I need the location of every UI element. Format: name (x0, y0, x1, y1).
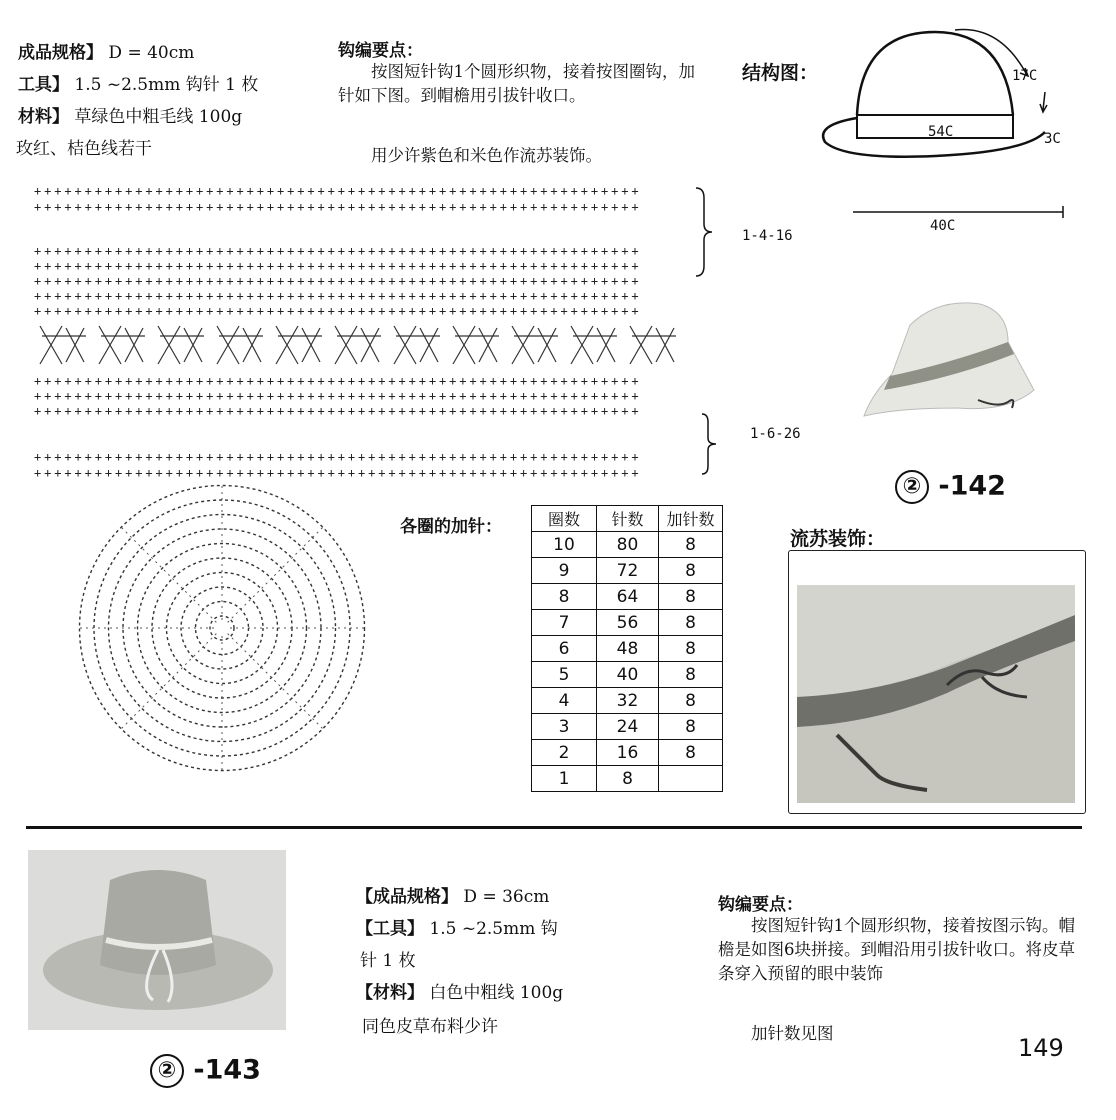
notes-body-2: 用少许紫色和米色作流苏装饰。 (371, 146, 602, 165)
table-row (532, 558, 723, 584)
stitches-cell: 8 (597, 766, 659, 792)
lower-brace (700, 412, 720, 476)
increase-cell: 8 (659, 584, 723, 610)
size-label: 成品规格】 (18, 43, 103, 63)
table-row (532, 532, 723, 558)
chart-round (94, 500, 350, 756)
increase-cell: 8 (659, 740, 723, 766)
bottom-material-label: 【材料】 (356, 983, 424, 1003)
round-cell: 1 (532, 766, 597, 792)
material-value: 草绿色中粗毛线 100g (74, 107, 243, 127)
stitches-cell: 56 (597, 610, 659, 636)
table-row (532, 766, 723, 792)
stitch-row: ++++++++++++++++++++++++++++++++++++++++++++++++++++++++++++ (34, 452, 642, 462)
stitches-cell: 16 (597, 740, 659, 766)
table-row (532, 636, 723, 662)
circled-two-icon: ② (895, 470, 929, 504)
hat-photo-142-drawing (858, 290, 1038, 430)
stitch-row: ++++++++++++++++++++++++++++++++++++++++++++++++++++++++++++ (34, 186, 642, 196)
header-rounds: 圈数 (532, 506, 597, 532)
increase-cell: 8 (659, 610, 723, 636)
chart-increase-line (119, 634, 216, 731)
section-divider (26, 826, 1082, 829)
bottom-spec-tool (356, 914, 558, 939)
chart-increase-line (119, 525, 216, 622)
round-cell: 2 (532, 740, 597, 766)
notes-title: 钩编要点： (338, 41, 423, 61)
bottom-material-extra: 同色皮草布料少许 (362, 1017, 498, 1037)
lower-chart-label: 1-6-26 (750, 426, 801, 442)
increase-cell: 8 (659, 532, 723, 558)
bottom-material-value: 白色中粗线 100g (429, 983, 564, 1003)
tool-label: 工具】 (18, 75, 69, 95)
spec-material (18, 102, 242, 127)
table-row (532, 714, 723, 740)
cross-stitch-mark (512, 326, 558, 364)
structure-title: 结构图： (742, 62, 819, 84)
upper-chart-label: 1-4-16 (742, 228, 793, 244)
stitches-cell: 64 (597, 584, 659, 610)
cross-stitch-mark (335, 326, 381, 364)
stitches-cell: 80 (597, 532, 659, 558)
label-3c: 3C (1044, 131, 1061, 147)
stitch-row: ++++++++++++++++++++++++++++++++++++++++++++++++++++++++++++ (34, 202, 642, 212)
table-row (532, 662, 723, 688)
bottom-tool-value-2: 针 1 枚 (360, 951, 416, 971)
bottom-size-label: 【成品规格】 (356, 887, 458, 907)
table-row (532, 584, 723, 610)
notes-body-1: 按图短针钩1个圆形织物，接着按图圈钩，加针如下图。到帽檐用引拔针收口。 (338, 62, 695, 105)
cross-stitch-mark (40, 326, 86, 364)
table-row (532, 610, 723, 636)
tassel-title: 流苏装饰： (790, 528, 886, 550)
round-cell: 7 (532, 610, 597, 636)
stitch-row: ++++++++++++++++++++++++++++++++++++++++++++++++++++++++++++ (34, 306, 642, 316)
hat-photo-143-drawing (28, 850, 286, 1030)
circled-two-icon: ② (150, 1054, 184, 1088)
bottom-notes-title: 钩编要点： (718, 895, 803, 915)
stitches-cell: 24 (597, 714, 659, 740)
stitch-row: ++++++++++++++++++++++++++++++++++++++++++++++++++++++++++++ (34, 468, 642, 478)
bottom-notes-body: 按图短针钩1个圆形织物，接着按图示钩。帽檐是如图6块拼接。到帽沿用引拔针收口。将皮草条穿入预留的眼中装饰 (718, 916, 1075, 983)
cross-stitch-mark (276, 326, 322, 364)
increase-table (531, 505, 723, 792)
label-17c: 17C (1012, 68, 1038, 84)
stitches-cell: 32 (597, 688, 659, 714)
cross-stitch-mark (630, 326, 676, 364)
cross-stitch-mark (158, 326, 204, 364)
tassel-photo (797, 585, 1075, 803)
stitches-cell: 48 (597, 636, 659, 662)
increase-cell: 8 (659, 688, 723, 714)
cross-stitch-mark (217, 326, 263, 364)
bottom-tool-label: 【工具】 (356, 919, 424, 939)
increase-cell: 8 (659, 714, 723, 740)
spec-tool (18, 70, 258, 95)
header-stitches: 针数 (597, 506, 659, 532)
label-40c: 40C (930, 218, 956, 234)
stitch-row: ++++++++++++++++++++++++++++++++++++++++++++++++++++++++++++ (34, 376, 642, 386)
bottom-spec-material (356, 978, 563, 1003)
cross-stitch-mark (571, 326, 617, 364)
label-54c: 54C (928, 124, 954, 140)
hat-photo-143 (28, 850, 286, 1030)
stitch-row: ++++++++++++++++++++++++++++++++++++++++++++++++++++++++++++ (34, 391, 642, 401)
round-cell: 5 (532, 662, 597, 688)
chart-increase-line (228, 525, 325, 622)
round-cell: 6 (532, 636, 597, 662)
table-row (532, 688, 723, 714)
pattern-number-142 (895, 470, 1006, 504)
increase-cell: 8 (659, 636, 723, 662)
chart-round (181, 587, 263, 669)
spec-size (18, 38, 194, 63)
size-value: D = 40cm (108, 43, 195, 63)
pattern-number-143 (150, 1054, 261, 1088)
pattern-suffix-142: -142 (929, 470, 1006, 502)
cross-stitch-mark (394, 326, 440, 364)
tassel-photo-drawing (797, 585, 1075, 803)
increase-cell: 8 (659, 662, 723, 688)
table-row (532, 740, 723, 766)
round-cell: 9 (532, 558, 597, 584)
hat-photo-142 (858, 290, 1038, 430)
cross-stitch-mark (453, 326, 499, 364)
round-cell: 8 (532, 584, 597, 610)
round-cell: 4 (532, 688, 597, 714)
stitch-row: ++++++++++++++++++++++++++++++++++++++++++++++++++++++++++++ (34, 246, 642, 256)
stitches-cell: 40 (597, 662, 659, 688)
stitches-cell: 72 (597, 558, 659, 584)
upper-brace (694, 186, 716, 278)
tassel-photo-frame (788, 550, 1086, 814)
stitch-row: ++++++++++++++++++++++++++++++++++++++++++++++++++++++++++++ (34, 291, 642, 301)
stitch-row: ++++++++++++++++++++++++++++++++++++++++++++++++++++++++++++ (34, 406, 642, 416)
tool-value: 1.5 ~2.5mm 钩针 1 枚 (74, 75, 259, 95)
increase-cell: 8 (659, 558, 723, 584)
bottom-notes-extra: 加针数见图 (751, 1024, 834, 1043)
cross-stitch-band (34, 322, 686, 368)
increase-cell (659, 766, 723, 792)
header-increase: 加针数 (659, 506, 723, 532)
material-extra: 玫红、桔色线若干 (16, 139, 152, 159)
bottom-size-value: D = 36cm (463, 887, 550, 907)
material-label: 材料】 (18, 107, 69, 127)
chart-increase-line (228, 634, 325, 731)
stitch-row: ++++++++++++++++++++++++++++++++++++++++++++++++++++++++++++ (34, 261, 642, 271)
pattern-suffix-143: -143 (184, 1054, 261, 1086)
bottom-spec-size (356, 882, 549, 907)
cross-stitch-mark (99, 326, 145, 364)
stitch-row: ++++++++++++++++++++++++++++++++++++++++++++++++++++++++++++ (34, 276, 642, 286)
round-cell: 3 (532, 714, 597, 740)
table-header-row (532, 506, 723, 532)
bottom-tool-value: 1.5 ~2.5mm 钩 (429, 919, 558, 939)
circular-crochet-chart (72, 478, 372, 778)
chart-round (138, 544, 307, 713)
page-number: 149 (1018, 1034, 1064, 1062)
round-cell: 10 (532, 532, 597, 558)
increase-table-title: 各圈的加针： (400, 517, 502, 537)
